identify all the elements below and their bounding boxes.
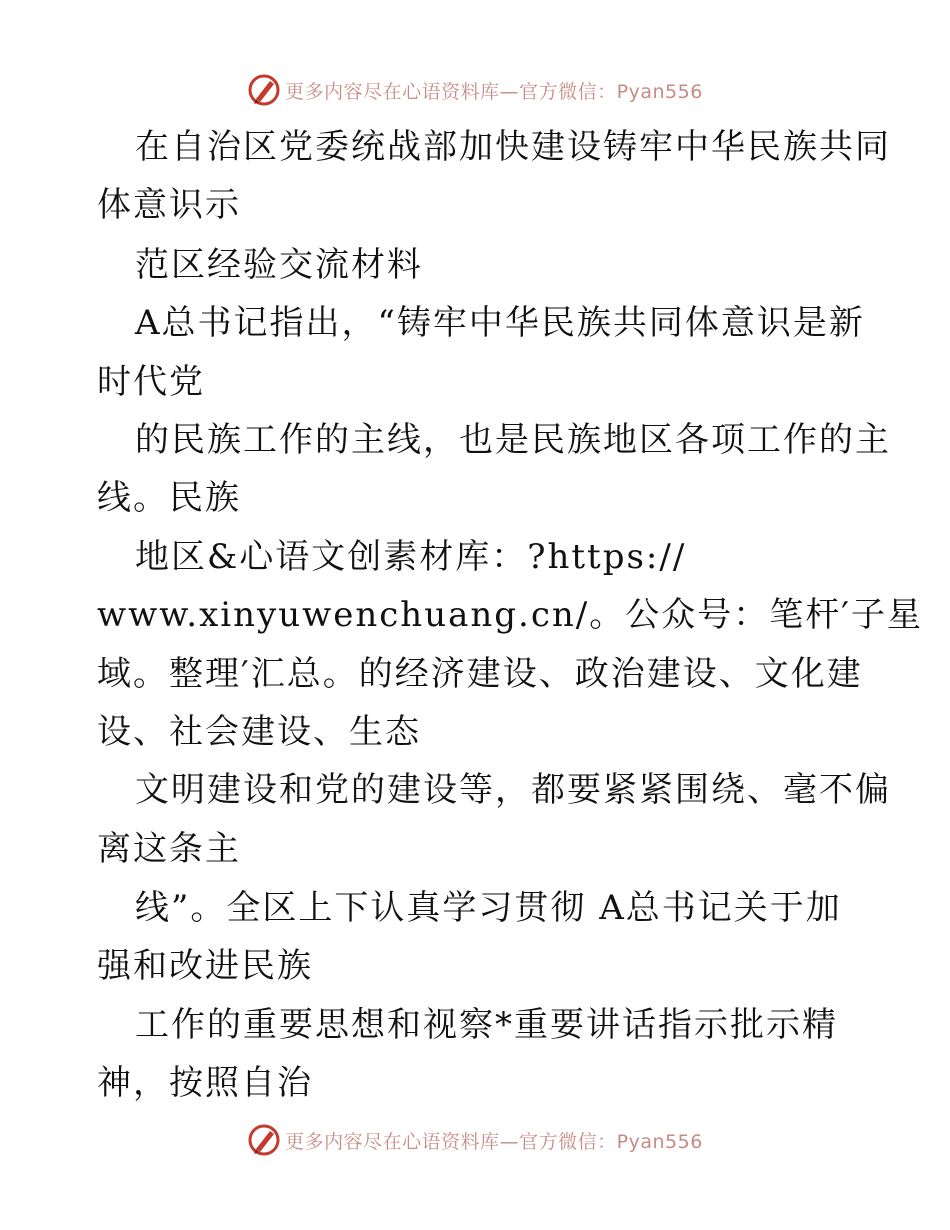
text-line: 的民族工作的主线，也是民族地区各项工作的主: [135, 420, 891, 460]
header-banner-text: 更多内容尽在心语资料库—官方微信：Pyan556: [285, 80, 703, 103]
text-line: 体意识示: [97, 185, 241, 225]
text-line: 地区&心语文创素材库：?https://: [135, 537, 687, 577]
text-line: 线”。全区上下认真学习贯彻 A总书记关于加: [135, 888, 842, 928]
text-line: 强和改进民族: [97, 946, 313, 986]
text-line: 在自治区党委统战部加快建设铸牢中华民族共同: [135, 127, 891, 167]
text-line: 范区经验交流材料: [135, 245, 423, 285]
text-line: 域。整理′汇总。的经济建设、政治建设、文化建: [97, 654, 863, 694]
pen-logo-icon: [247, 73, 281, 107]
footer-banner: [0, 1120, 950, 1160]
text-line: A总书记指出，“铸牢中华民族共同体意识是新: [135, 303, 865, 343]
text-line: 离这条主: [97, 829, 241, 869]
text-line: 工作的重要思想和视察*重要讲话指示批示精: [135, 1005, 838, 1045]
text-line: 神，按照自治: [97, 1063, 313, 1103]
text-line: 文明建设和党的建设等，都要紧紧围绕、毫不偏: [135, 770, 891, 810]
footer-banner-text: 更多内容尽在心语资料库—官方微信：Pyan556: [285, 1130, 703, 1153]
text-line: www.xinyuwenchuang.cn/。公众号：笔杆′子星: [97, 595, 923, 635]
text-line: 设、社会建设、生态: [97, 712, 421, 752]
text-line: 时代党: [97, 362, 205, 402]
header-banner: [0, 70, 950, 110]
pen-logo-icon: [247, 1123, 281, 1157]
text-line: 线。民族: [97, 478, 241, 518]
